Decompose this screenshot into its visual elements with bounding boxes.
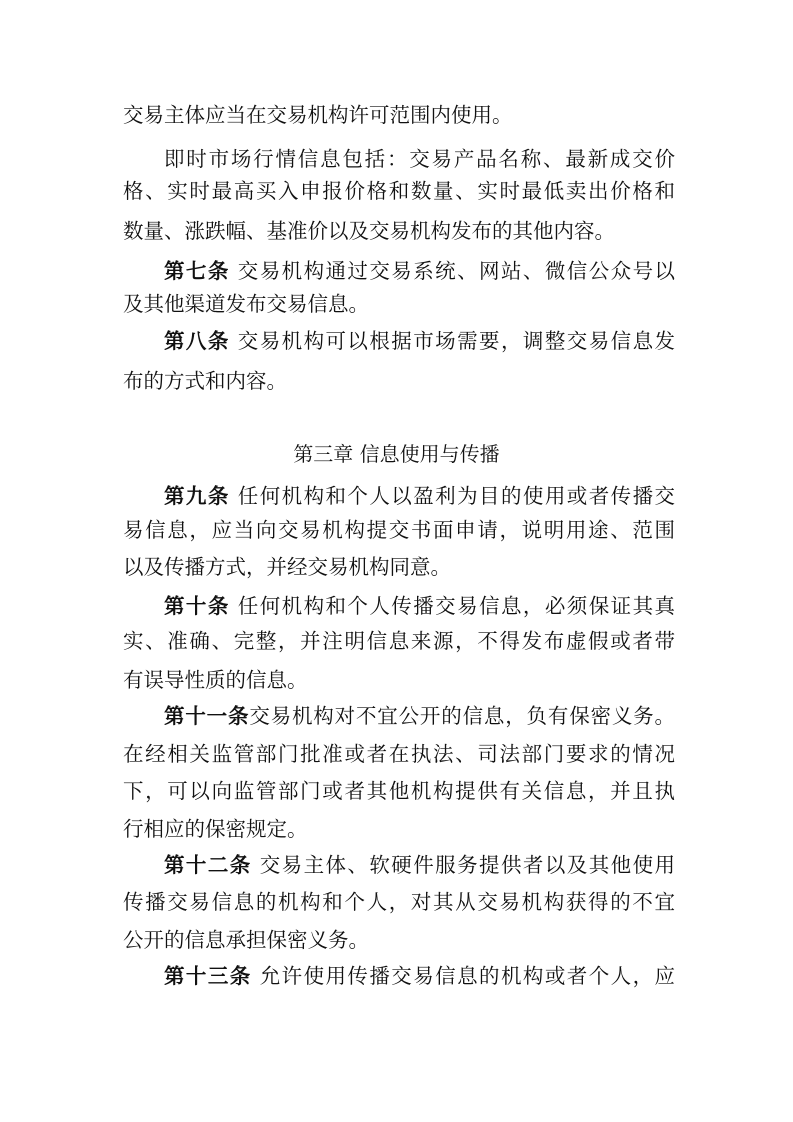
article-8-line (164, 327, 675, 355)
paragraph-line: 布的方式和内容。 (123, 369, 287, 393)
paragraph-line: 公开的信息承担保密义务。 (123, 928, 369, 952)
paragraph-line: 以及传播方式，并经交易机构同意。 (123, 555, 451, 579)
paragraph-line: 数量、涨跌幅、基准价以及交易机构发布的其他内容。 (123, 219, 615, 243)
article-10-line (164, 592, 675, 620)
article-13-text: 允许使用传播交易信息的机构或者个人，应 (251, 964, 676, 988)
article-9-label: 第九条 (164, 484, 230, 508)
article-9-line (164, 482, 675, 510)
paragraph-line: 传播交易信息的机构和个人，对其从交易机构获得的不宜 (123, 890, 675, 914)
paragraph-line: 即时市场行情信息包括：交易产品名称、最新成交价 (164, 147, 675, 171)
article-7-text: 交易机构通过交易系统、网站、微信公众号以 (229, 259, 676, 283)
paragraph-line: 易信息，应当向交易机构提交书面申请，说明用途、范围 (123, 518, 675, 542)
paragraph-line: 行相应的保密规定。 (123, 817, 308, 841)
paragraph-line: 有误导性质的信息。 (123, 668, 308, 692)
paragraph-line: 交易主体应当在交易机构许可范围内使用。 (123, 103, 513, 127)
article-11-line (164, 702, 675, 730)
article-11-text: 交易机构对不宜公开的信息，负有保密义务。 (249, 704, 676, 728)
article-7-label: 第七条 (164, 259, 230, 283)
article-10-label: 第十条 (164, 594, 230, 618)
article-10-text: 任何机构和个人传播交易信息，必须保证其真 (229, 594, 676, 618)
article-11-label: 第十一条 (164, 704, 250, 728)
article-12-line (164, 851, 675, 879)
paragraph-line: 实、准确、完整，并注明信息来源，不得发布虚假或者带 (123, 629, 675, 653)
article-13-line (164, 962, 675, 990)
article-12-text: 交易主体、软硬件服务提供者以及其他使用 (251, 853, 676, 877)
article-8-text: 交易机构可以根据市场需要，调整交易信息发 (229, 329, 676, 353)
chapter-heading: 第三章 信息使用与传播 (293, 442, 500, 466)
article-12-label: 第十二条 (164, 853, 252, 877)
article-9-text: 任何机构和个人以盈利为目的使用或者传播交 (229, 484, 676, 508)
paragraph-line: 及其他渠道发布交易信息。 (123, 292, 369, 316)
paragraph-line: 在经相关监管部门批准或者在执法、司法部门要求的情况 (123, 742, 675, 766)
article-13-label: 第十三条 (164, 964, 252, 988)
article-7-line (164, 257, 675, 285)
paragraph-line: 下，可以向监管部门或者其他机构提供有关信息，并且执 (123, 779, 675, 803)
article-8-label: 第八条 (164, 329, 230, 353)
paragraph-line: 格、实时最高买入申报价格和数量、实时最低卖出价格和 (123, 179, 675, 203)
